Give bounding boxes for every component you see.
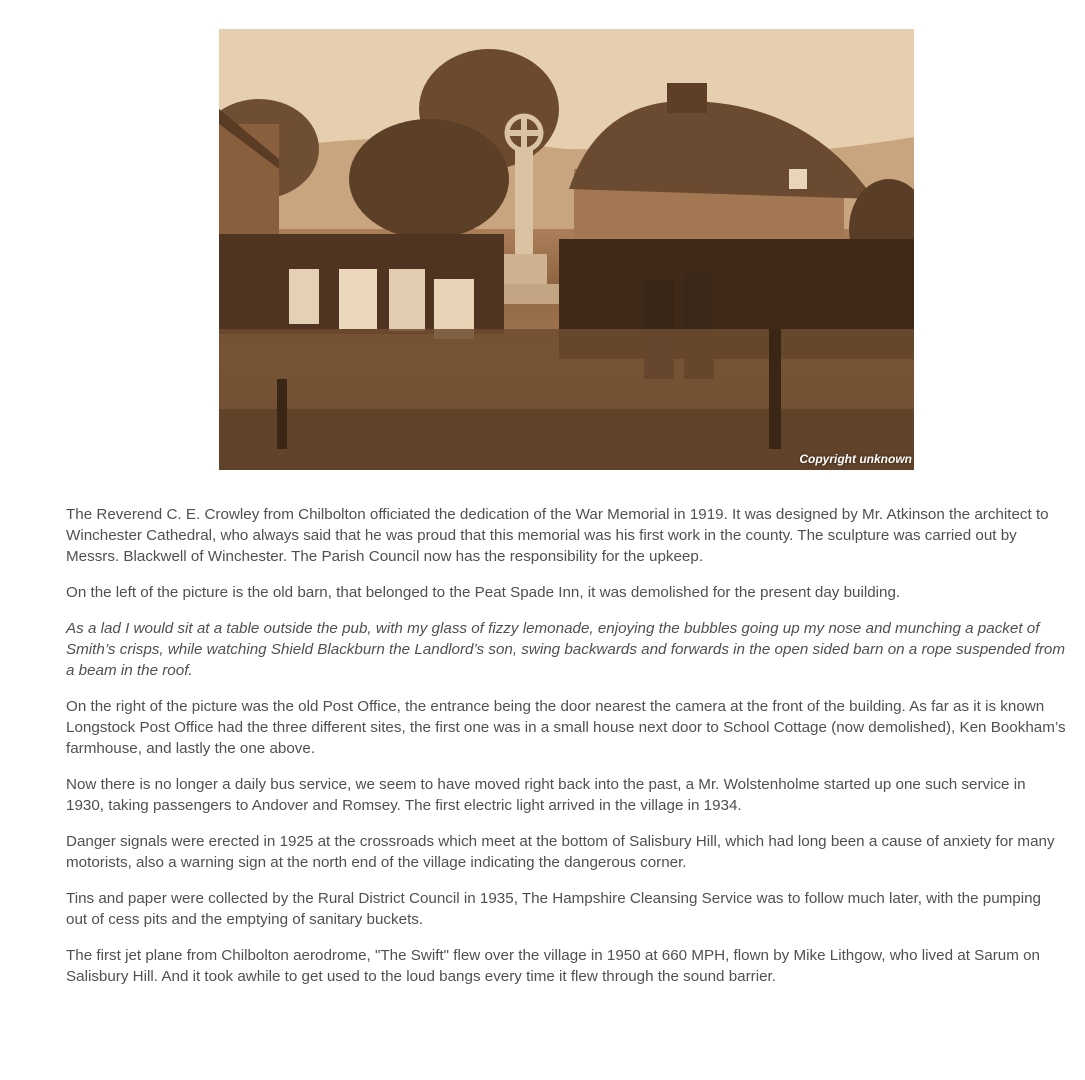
paragraph-jet-plane: The first jet plane from Chilbolton aerodrome, "The Swift" flew over the village in 1950 at 660 MPH, flown by Mike Lithgow, who lived at Sarum on Salisbury Hill. And it took awhile to get used to the loud bangs every time it flew through the sound barrier. (66, 947, 1040, 985)
paragraph-dedication: The Reverend C. E. Crowley from Chilbolton officiated the dedication of the War Memorial in 1919. It was designed by Mr. Atkinson the architect to Winchester Cathedral, who always said that he was proud that this memorial was his first work in the county. The sculpture was carried out by Messrs. Blackwell of Winchester. The Parish Council now has the responsibility for the upkeep. (66, 506, 1049, 565)
photo-fence-post (769, 329, 781, 449)
paragraph-old-barn: On the left of the picture is the old barn, that belonged to the Peat Spade Inn, it was demolished for the present day building. (66, 584, 901, 601)
paragraph-bus-service: Now there is no longer a daily bus service, we seem to have moved right back into the past, a Mr. Wolstenholme started up one such service in 1930, taking passengers to Andover and Romsey. The first electric light arrived in the village in 1934. (66, 776, 1026, 814)
paragraph-danger-signals: Danger signals were erected in 1925 at the crossroads which meet at the bottom of Salisbury Hill, which had long been a cause of anxiety for many motorists, also a warning sign at the north end of the village indicating the dangerous corner. (66, 833, 1055, 871)
photo-memorial-cross (507, 130, 541, 136)
war-memorial-photo (219, 29, 914, 470)
photo-choir-figure (339, 269, 377, 329)
photo-memorial-shaft (515, 149, 533, 259)
paragraph-post-office: On the right of the picture was the old Post Office, the entrance being the door nearest the camera at the front of the building. As far as it is known Longstock Post Office had the three different sites, the first one was in a small house next door to School Cottage (now demolished), Ken Bookham’s farmhouse, and lastly the one above. (66, 698, 1066, 757)
photo-copyright: Copyright unknown (799, 452, 912, 466)
photo-tree (349, 119, 509, 239)
photo-window (789, 169, 807, 189)
article-text (66, 504, 1066, 1002)
paragraph-memory-quote: As a lad I would sit at a table outside the pub, with my glass of fizzy lemonade, enjoying the bubbles going up my nose and munching a packet of Smith’s crisps, while watching Shield Blackburn the Landlord’s son, swing backwards and forwards in the open sided barn on a rope suspended from a beam in the roof. (66, 620, 1066, 679)
photo-choir-figure (289, 269, 319, 324)
photo-fence-post (277, 379, 287, 449)
photo-chimney (667, 83, 707, 113)
photo-memorial-base (501, 254, 547, 284)
photo-sky (219, 29, 914, 149)
sepia-photo-illustration (219, 29, 914, 470)
photo-choir-figure (389, 269, 425, 331)
paragraph-tins-paper: Tins and paper were collected by the Rural District Council in 1935, The Hampshire Cleansing Service was to follow much later, with the pumping out of cess pits and the emptying of sanitary buckets. (66, 890, 1042, 928)
